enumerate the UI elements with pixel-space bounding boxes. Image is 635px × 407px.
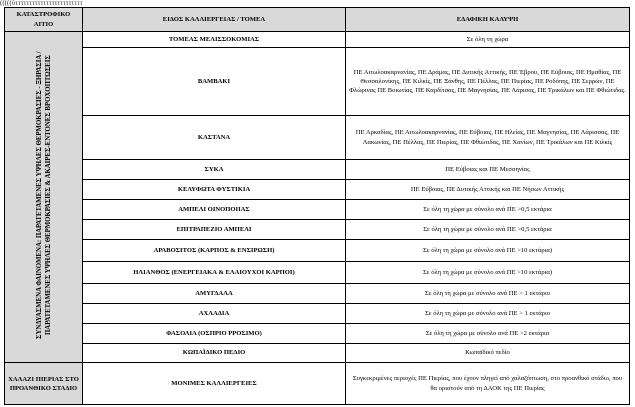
cause-hail-cell: ΧΑΛΑΖΙ ΠΙΕΡΙΑΣ ΣΤΟ ΠΡΟΑΝΘΙΚΟ ΣΤΑΔΙΟ (5, 363, 83, 405)
crop-cell: ΗΛΙΑΝΘΟΣ (ΕΝΕΡΓΕΙΑΚΑ & ΕΛΑΙΟΥΧΟΙ ΚΑΡΠΟΙ) (83, 262, 346, 284)
table-row (5, 262, 630, 284)
coverage-table (4, 7, 630, 405)
crop-cell: ΑΜΥΓΔΑΛΑ (83, 284, 346, 304)
crop-cell: ΤΟΜΕΑΣ ΜΕΛΙΣΣΟΚΟΜΙΑΣ (83, 32, 346, 48)
partial-top-text: (((((ὐττττττττττττττττττττττττ (0, 0, 83, 6)
header-cause: ΚΑΤΑΣΤΡΟΦΙΚΟ ΑΙΤΙΟ (5, 8, 83, 32)
crop-cell: ΕΠΙΤΡΑΠΕΖΙΟ ΑΜΠΕΛΙ (83, 220, 346, 240)
crop-cell: ΑΡΑΒΟΣΙΤΟΣ (ΚΑΡΠΟΣ & ΕΝΣΙΡΩΣΗ) (83, 240, 346, 262)
table-row (5, 284, 630, 304)
crop-cell: ΜΟΝΙΜΕΣ ΚΑΛΛΙΕΡΓΕΙΕΣ (83, 363, 346, 405)
table-row (5, 48, 630, 116)
table-row (5, 363, 630, 405)
crop-cell: ΚΑΣΤΑΝΑ (83, 116, 346, 160)
cause-group-cell (5, 32, 83, 363)
coverage-cell: ΠΕ Εύβοιας, ΠΕ Δυτικής Αττικής και ΠΕ Νήσων Αττικής (346, 180, 630, 200)
coverage-cell: ΠΕ Αρκαδίας, ΠΕ Αιτωλοακαρνανίας, ΠΕ Εύβοιας, ΠΕ Ηλείας, ΠΕ Μαγνησίας, ΠΕ Λάρισσας, ΠΕ Λακωνίας, ΠΕ Πέλλας, ΠΕ Πιερίας, ΠΕ Φθιώτιδας, ΠΕ Χανίων, ΠΕ Τρικάλων και ΠΕ Κιλκίς (346, 116, 630, 160)
table-row (5, 160, 630, 180)
header-crop: ΕΙΔΟΣ ΚΑΛΛΙΕΡΓΕΙΑΣ / ΤΟΜΕΑ (83, 8, 346, 32)
coverage-cell: Σε όλη τη χώρα με σύνολο ανά ΠΕ > 1 εκτάριο (346, 284, 630, 304)
crop-cell: ΚΩΠΑΪΔΙΚΟ ΠΕΔΙΟ (83, 344, 346, 363)
crop-cell: ΦΑΣΟΛΙΑ (ΟΣΠΡΙΟ ΡΡΟΣΙΜΟ) (83, 324, 346, 344)
crop-cell: ΑΜΠΕΛΙ ΟΙΝΟΠΟΙΙΑΣ (83, 200, 346, 220)
table-row (5, 180, 630, 200)
crop-cell: ΣΥΚΑ (83, 160, 346, 180)
coverage-cell: ΠΕ Εύβοιας και ΠΕ Μεσσηνίας (346, 160, 630, 180)
coverage-cell: Συγκεκριμένες περιοχές ΠΕ Πιερίας, που έχουν πληγεί από χαλαζόπτωση, στο προανθικό στάδιο, που θα οριστούν από τη ΔΑΟΚ της ΠΕ Πιερίας (346, 363, 630, 405)
cause-group-label: ΣΥΝΔΥΑΣΜΕΝΑ ΦΑΙΝΟΜΕΝΑ: ΠΑΡΑΤΕΤΑΜΕΝΕΣ ΥΨΗΛΕΣ ΘΕΡΜΟΚΡΑΣΙΕΣ - ΞΗΡΑΣΙΑ / ΠΑΡΑΤΕΤΑΜΕΝΕΣ ΥΨΗΛΕΣ ΘΕΡΜΟΚΡΑΣΙΕΣ & ΑΚΑΙΡΕΣ-ΕΝΤΟΝΕΣ ΒΡΟΧΟΠΤΩΣΕΙΣ (35, 51, 52, 340)
table-row (5, 116, 630, 160)
table-row (5, 240, 630, 262)
coverage-cell: Σε όλη τη χώρα με σύνολο ανά ΠΕ >10 εκτάρια) (346, 262, 630, 284)
table-header-row (5, 8, 630, 32)
table-row (5, 304, 630, 324)
coverage-cell: ΠΕ Αιτωλοακαρνανίας, ΠΕ Δράμας, ΠΕ Δυτικής Αττικής, ΠΕ Έβρου, ΠΕ Εύβοιας, ΠΕ Ημαθίας, ΠΕ Θεσσαλονίκης, ΠΕ Κιλκίς, ΠΕ Ξάνθης, ΠΕ Πέλλας, ΠΕ Πιερίας, ΠΕ Ροδόπης, ΠΕ Σερρών, ΠΕ Φλώρινας ΠΕ Βοιωτίας, ΠΕ Καρδίτσας, ΠΕ Μαγνησίας, ΠΕ Λάρισας, ΠΕ Τρικάλων και ΠΕ Φθιώτιδας. (346, 48, 630, 116)
table-row (5, 32, 630, 48)
coverage-cell: Σε όλη τη χώρα με σύνολο ανά ΠΕ > 1 εκτάριο (346, 304, 630, 324)
table-row (5, 344, 630, 363)
header-coverage: ΕΔΑΦΙΚΗ ΚΑΛΥΨΗ (346, 8, 630, 32)
coverage-cell: Σε όλη τη χώρα με σύνολο ανά ΠΕ >10 εκτάρια) (346, 240, 630, 262)
table-row (5, 324, 630, 344)
table-row (5, 200, 630, 220)
coverage-cell: Σε όλη τη χώρα με σύνολο ανά ΠΕ >0,5 εκτάρια (346, 200, 630, 220)
coverage-cell: Σε όλη τη χώρα (346, 32, 630, 48)
crop-cell: ΚΕΛΥΦΩΤΑ ΦΥΣΤΙΚΙΑ (83, 180, 346, 200)
crop-cell: ΑΧΛΑΔΙΑ (83, 304, 346, 324)
coverage-cell: Σε όλη τη χώρα με σύνολο ανά ΠΕ >0,5 εκτάρια (346, 220, 630, 240)
coverage-cell: Κωπαϊδικό πεδίο (346, 344, 630, 363)
table-row (5, 220, 630, 240)
crop-cell: ΒΑΜΒΑΚΙ (83, 48, 346, 116)
coverage-cell: Σε όλη τη χώρα με σύνολο ανά ΠΕ >2 εκτάρια (346, 324, 630, 344)
